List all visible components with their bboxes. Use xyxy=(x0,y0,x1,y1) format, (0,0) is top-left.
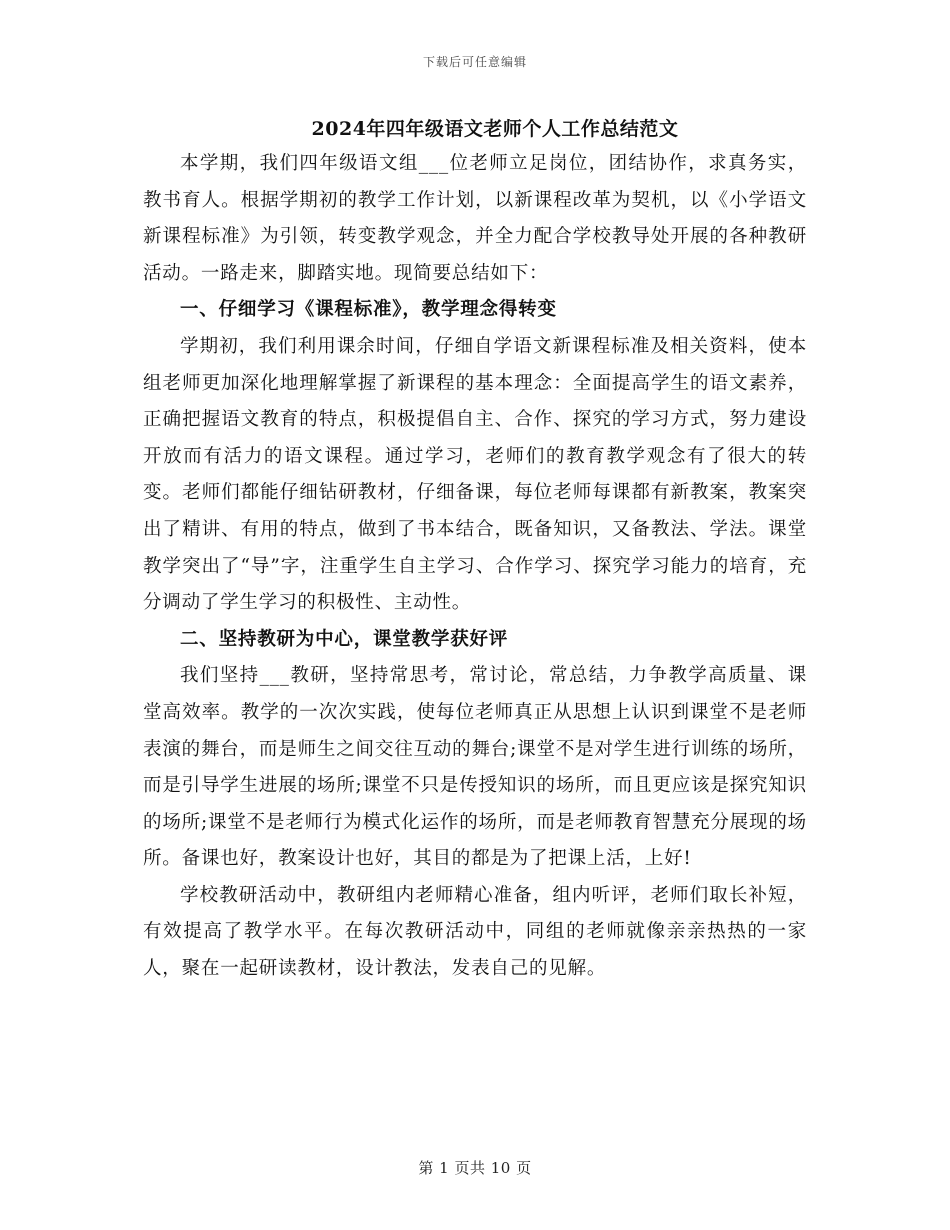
section-1-paragraph-1: 学期初，我们利用课余时间，仔细自学语文新课程标准及相关资料，使本组老师更加深化地理解掌握了新课程的基本理念：全面提高学生的语文素养，正确把握语文教育的特点，积极提倡自主、合作、探究的学习方式，努力建设开放而有活力的语文课程。通过学习，老师们的教育教学观念有了很大的转变。老师们都能仔细钻研教材，仔细备课，每位老师每课都有新教案，教案突出了精讲、有用的特点，做到了书本结合，既备知识，又备教法、学法。课堂教学突出了“导”字，注重学生自主学习、合作学习、探究学习能力的培育，充分调动了学生学习的积极性、主动性。 xyxy=(143,335,807,614)
document-title: 2024年四年级语文老师个人工作总结范文 xyxy=(311,118,679,140)
section-heading-1: 一、仔细学习《课程标准》，教学理念得转变 xyxy=(180,299,557,321)
section-2-paragraph-1: 我们坚持___教研，坚持常思考，常讨论，常总结，力争教学高质量、课堂高效率。教学的一次次实践，使每位老师真正从思想上认识到课堂不是老师表演的舞台，而是师生之间交往互动的舞台;课堂不是对学生进行训练的场所，而是引导学生进展的场所;课堂不只是传授知识的场所，而且更应该是探究知识的场所;课堂不是老师行为模式化运作的场所，而是老师教育智慧充分展现的场所。备课也好，教案设计也好，其目的都是为了把课上活，上好! xyxy=(143,665,807,870)
section-2-paragraph-2: 学校教研活动中，教研组内老师精心准备，组内听评，老师们取长补短，有效提高了教学水平。在每次教研活动中，同组的老师就像亲亲热热的一家人，聚在一起研读教材，设计教法，发表自己的见解。 xyxy=(143,884,807,980)
download-note: 下载后可任意编辑 xyxy=(422,55,527,69)
intro-paragraph: 本学期，我们四年级语文组___位老师立足岗位，团结协作，求真务实，教书育人。根据学期初的教学工作计划，以新课程改革为契机，以《小学语文新课程标准》为引领，转变教学观念，并全力配合学校教导处开展的各种教研活动。一路走来，脚踏实地。现简要总结如下： xyxy=(143,153,807,284)
page-indicator: 第 1 页共 10 页 xyxy=(418,1159,532,1177)
document-body xyxy=(143,146,807,988)
section-heading-2: 二、坚持教研为中心，课堂教学获好评 xyxy=(180,628,509,650)
